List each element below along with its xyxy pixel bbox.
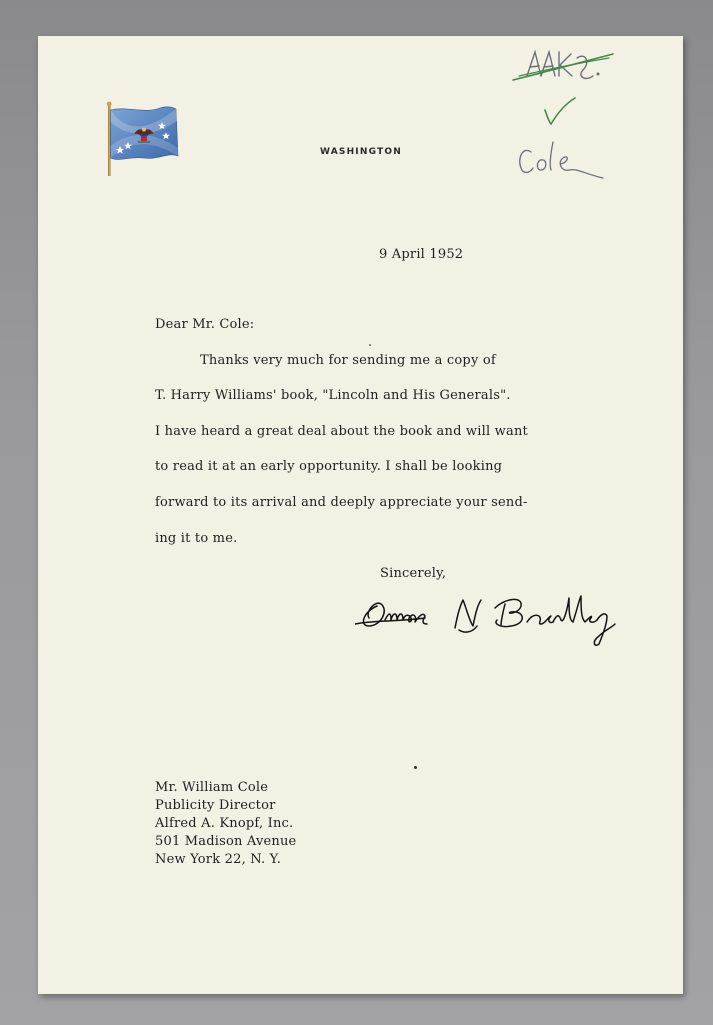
body-line: forward to its arrival and deeply appreciate your send- [155, 495, 528, 510]
ink-dot [369, 344, 371, 346]
body-line: Thanks very much for sending me a copy of [200, 353, 496, 368]
flag-icon [100, 100, 180, 176]
recipient-line: Publicity Director [155, 798, 276, 813]
closing: Sincerely, [380, 566, 447, 581]
body-line: ing it to me. [155, 531, 238, 546]
body-line: I have heard a great deal about the book and will want [155, 424, 528, 439]
body-line: to read it at an early opportunity. I shall be looking [155, 459, 503, 474]
recipient-line: Mr. William Cole [155, 780, 269, 795]
letter-date: 9 April 1952 [379, 247, 464, 262]
salutation: Dear Mr. Cole: [155, 317, 255, 332]
handwritten-annotation [505, 40, 625, 190]
ink-dot [414, 766, 417, 769]
recipient-line: New York 22, N. Y. [155, 852, 282, 867]
body-line: T. Harry Williams' book, "Lincoln and His Generals". [155, 388, 511, 403]
letterhead-location: WASHINGTON [320, 147, 402, 157]
signature [355, 590, 620, 650]
recipient-line: 501 Madison Avenue [155, 834, 297, 849]
recipient-line: Alfred A. Knopf, Inc. [155, 816, 294, 831]
